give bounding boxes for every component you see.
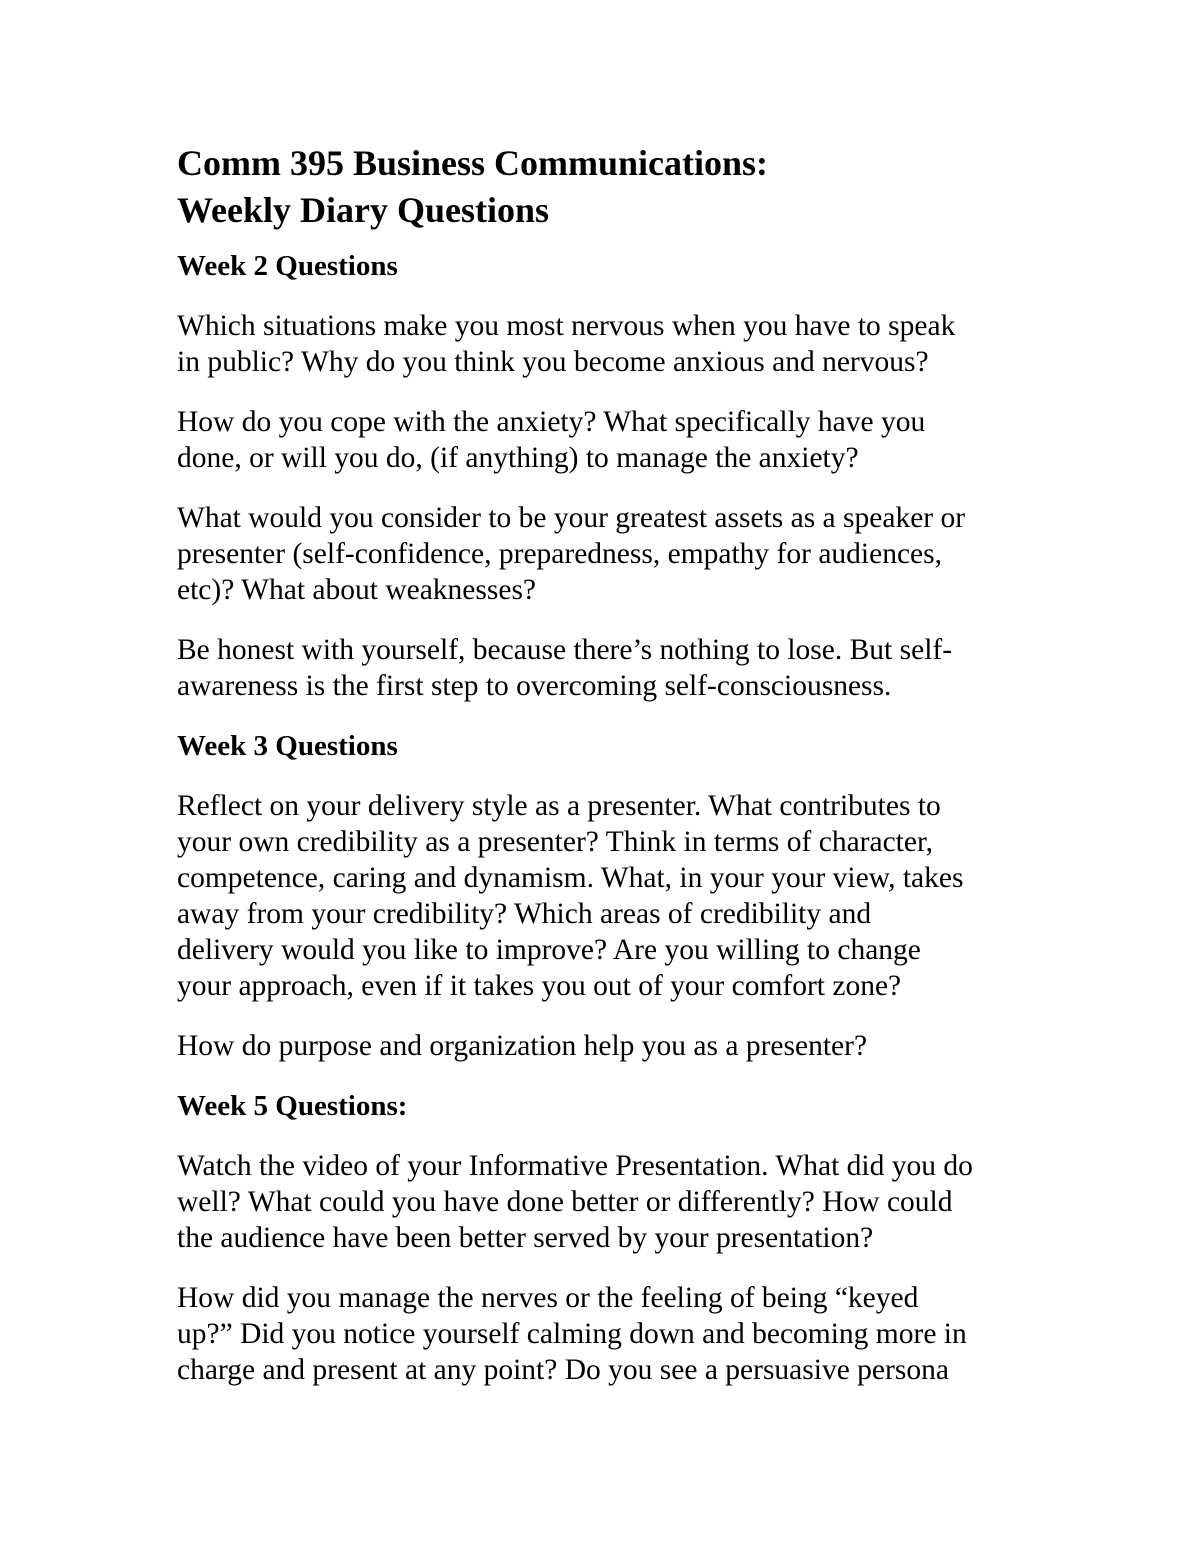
text-line: Watch the video of your Informative Presentation. What did you do (177, 1150, 973, 1182)
text-line: Be honest with yourself, because there’s nothing to lose. But self- (177, 634, 953, 666)
text-line: presenter (self-confidence, preparedness, empathy for audiences, (177, 538, 942, 570)
question-paragraph (177, 500, 1077, 608)
question-paragraph (177, 632, 1077, 704)
text-line: Reflect on your delivery style as a presenter. What contributes to (177, 790, 941, 822)
text-line: well? What could you have done better or differently? How could (177, 1186, 953, 1218)
question-paragraph (177, 1148, 1077, 1256)
document-title (177, 140, 1077, 234)
section-heading: Week 2 Questions (177, 250, 398, 282)
text-line: charge and present at any point? Do you see a persuasive persona (177, 1354, 949, 1386)
text-line: your approach, even if it takes you out of your comfort zone? (177, 970, 902, 1002)
text-line: What would you consider to be your greatest assets as a speaker or (177, 502, 966, 534)
text-line: your own credibility as a presenter? Think in terms of character, (177, 826, 933, 858)
section-heading: Week 3 Questions (177, 730, 398, 762)
title-line: Comm 395 Business Communications: (177, 143, 769, 183)
text-line: How do you cope with the anxiety? What specifically have you (177, 406, 926, 438)
question-paragraph (177, 404, 1077, 476)
text-line: delivery would you like to improve? Are you willing to change (177, 934, 921, 966)
question-paragraph (177, 1028, 1077, 1064)
text-line: in public? Why do you think you become anxious and nervous? (177, 346, 929, 378)
sections (177, 248, 1077, 1388)
question-paragraph (177, 308, 1077, 380)
question-paragraph (177, 1280, 1077, 1388)
text-line: away from your credibility? Which areas of credibility and (177, 898, 872, 930)
question-paragraph (177, 788, 1077, 1004)
section-heading: Week 5 Questions: (177, 1090, 408, 1122)
text-line: done, or will you do, (if anything) to manage the anxiety? (177, 442, 859, 474)
text-line: How did you manage the nerves or the feeling of being “keyed (177, 1282, 919, 1314)
text-line: competence, caring and dynamism. What, in your your view, takes (177, 862, 964, 894)
text-line: the audience have been better served by your presentation? (177, 1222, 874, 1254)
text-line: How do purpose and organization help you as a presenter? (177, 1030, 868, 1062)
title-line: Weekly Diary Questions (177, 190, 550, 230)
text-line: etc)? What about weaknesses? (177, 574, 537, 606)
text-line: up?” Did you notice yourself calming down and becoming more in (177, 1318, 967, 1350)
text-line: Which situations make you most nervous when you have to speak (177, 310, 956, 342)
document-page (177, 140, 1077, 1412)
text-line: awareness is the first step to overcoming self-consciousness. (177, 670, 892, 702)
